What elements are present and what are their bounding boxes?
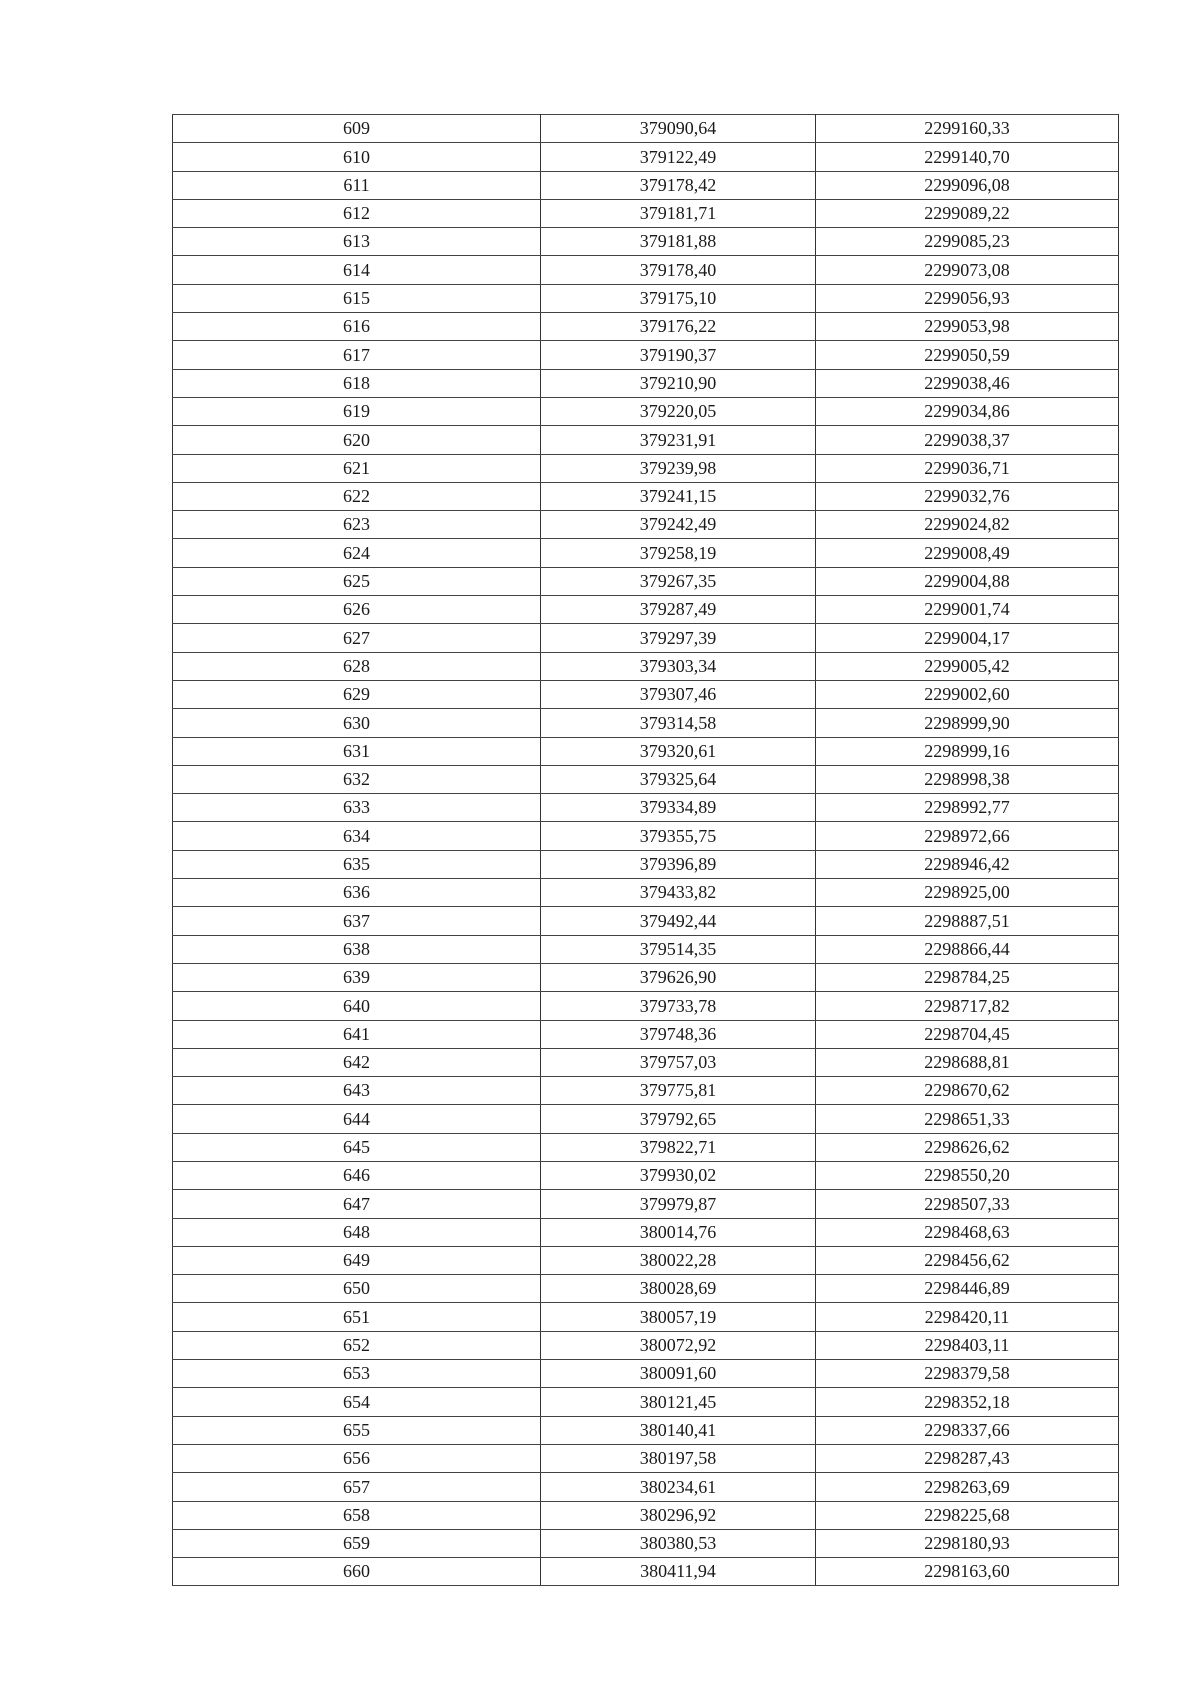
table-row — [173, 680, 1119, 708]
x-coordinate-cell: 380014,76 — [541, 1218, 816, 1246]
y-coordinate-cell: 2298998,38 — [816, 765, 1119, 793]
point-number-cell: 611 — [173, 171, 541, 199]
table-row — [173, 284, 1119, 312]
x-coordinate-cell: 379190,37 — [541, 341, 816, 369]
table-row — [173, 1133, 1119, 1161]
point-number-cell: 656 — [173, 1444, 541, 1472]
x-coordinate-cell: 379757,03 — [541, 1048, 816, 1076]
point-number-cell: 652 — [173, 1331, 541, 1359]
x-coordinate-cell: 379178,40 — [541, 256, 816, 284]
table-row — [173, 765, 1119, 793]
point-number-cell: 636 — [173, 879, 541, 907]
x-coordinate-cell: 379325,64 — [541, 765, 816, 793]
y-coordinate-cell: 2299036,71 — [816, 454, 1119, 482]
x-coordinate-cell: 379492,44 — [541, 907, 816, 935]
table-row — [173, 256, 1119, 284]
table-row — [173, 1048, 1119, 1076]
table-row — [173, 1331, 1119, 1359]
point-number-cell: 622 — [173, 482, 541, 510]
point-number-cell: 643 — [173, 1077, 541, 1105]
table-row — [173, 1416, 1119, 1444]
point-number-cell: 631 — [173, 737, 541, 765]
table-row — [173, 228, 1119, 256]
point-number-cell: 626 — [173, 596, 541, 624]
coordinates-table — [172, 114, 1119, 1586]
x-coordinate-cell: 379178,42 — [541, 171, 816, 199]
point-number-cell: 647 — [173, 1190, 541, 1218]
y-coordinate-cell: 2299140,70 — [816, 143, 1119, 171]
x-coordinate-cell: 379314,58 — [541, 709, 816, 737]
y-coordinate-cell: 2298550,20 — [816, 1161, 1119, 1189]
x-coordinate-cell: 379733,78 — [541, 992, 816, 1020]
table-row — [173, 511, 1119, 539]
point-number-cell: 651 — [173, 1303, 541, 1331]
point-number-cell: 655 — [173, 1416, 541, 1444]
y-coordinate-cell: 2298626,62 — [816, 1133, 1119, 1161]
point-number-cell: 621 — [173, 454, 541, 482]
point-number-cell: 640 — [173, 992, 541, 1020]
y-coordinate-cell: 2298263,69 — [816, 1473, 1119, 1501]
table-row — [173, 1558, 1119, 1586]
table-row — [173, 1161, 1119, 1189]
table-row — [173, 171, 1119, 199]
x-coordinate-cell: 379267,35 — [541, 567, 816, 595]
x-coordinate-cell: 379979,87 — [541, 1190, 816, 1218]
y-coordinate-cell: 2298337,66 — [816, 1416, 1119, 1444]
y-coordinate-cell: 2299050,59 — [816, 341, 1119, 369]
y-coordinate-cell: 2299004,88 — [816, 567, 1119, 595]
table-row — [173, 879, 1119, 907]
y-coordinate-cell: 2299024,82 — [816, 511, 1119, 539]
x-coordinate-cell: 379514,35 — [541, 935, 816, 963]
y-coordinate-cell: 2299038,46 — [816, 369, 1119, 397]
point-number-cell: 654 — [173, 1388, 541, 1416]
x-coordinate-cell: 379792,65 — [541, 1105, 816, 1133]
x-coordinate-cell: 379231,91 — [541, 426, 816, 454]
point-number-cell: 615 — [173, 284, 541, 312]
x-coordinate-cell: 379258,19 — [541, 539, 816, 567]
table-row — [173, 1275, 1119, 1303]
table-row — [173, 313, 1119, 341]
point-number-cell: 627 — [173, 624, 541, 652]
x-coordinate-cell: 379175,10 — [541, 284, 816, 312]
table-row — [173, 624, 1119, 652]
x-coordinate-cell: 380028,69 — [541, 1275, 816, 1303]
table-row — [173, 992, 1119, 1020]
x-coordinate-cell: 379287,49 — [541, 596, 816, 624]
point-number-cell: 657 — [173, 1473, 541, 1501]
table-row — [173, 822, 1119, 850]
table-row — [173, 1501, 1119, 1529]
table-row — [173, 596, 1119, 624]
point-number-cell: 624 — [173, 539, 541, 567]
x-coordinate-cell: 379297,39 — [541, 624, 816, 652]
y-coordinate-cell: 2298999,90 — [816, 709, 1119, 737]
y-coordinate-cell: 2299085,23 — [816, 228, 1119, 256]
table-row — [173, 115, 1119, 143]
x-coordinate-cell: 379433,82 — [541, 879, 816, 907]
y-coordinate-cell: 2299002,60 — [816, 680, 1119, 708]
table-row — [173, 1444, 1119, 1472]
x-coordinate-cell: 379355,75 — [541, 822, 816, 850]
table-row — [173, 454, 1119, 482]
point-number-cell: 628 — [173, 652, 541, 680]
point-number-cell: 634 — [173, 822, 541, 850]
y-coordinate-cell: 2298784,25 — [816, 963, 1119, 991]
table-row — [173, 794, 1119, 822]
table-row — [173, 1388, 1119, 1416]
x-coordinate-cell: 379181,88 — [541, 228, 816, 256]
point-number-cell: 612 — [173, 199, 541, 227]
x-coordinate-cell: 379320,61 — [541, 737, 816, 765]
table-row — [173, 539, 1119, 567]
table-row — [173, 567, 1119, 595]
x-coordinate-cell: 379210,90 — [541, 369, 816, 397]
x-coordinate-cell: 380197,58 — [541, 1444, 816, 1472]
point-number-cell: 635 — [173, 850, 541, 878]
point-number-cell: 638 — [173, 935, 541, 963]
y-coordinate-cell: 2298456,62 — [816, 1246, 1119, 1274]
x-coordinate-cell: 379181,71 — [541, 199, 816, 227]
point-number-cell: 659 — [173, 1529, 541, 1557]
point-number-cell: 653 — [173, 1360, 541, 1388]
point-number-cell: 633 — [173, 794, 541, 822]
y-coordinate-cell: 2299005,42 — [816, 652, 1119, 680]
table-row — [173, 1020, 1119, 1048]
y-coordinate-cell: 2299160,33 — [816, 115, 1119, 143]
y-coordinate-cell: 2299089,22 — [816, 199, 1119, 227]
point-number-cell: 625 — [173, 567, 541, 595]
point-number-cell: 618 — [173, 369, 541, 397]
x-coordinate-cell: 379241,15 — [541, 482, 816, 510]
y-coordinate-cell: 2299056,93 — [816, 284, 1119, 312]
point-number-cell: 617 — [173, 341, 541, 369]
y-coordinate-cell: 2298946,42 — [816, 850, 1119, 878]
y-coordinate-cell: 2298717,82 — [816, 992, 1119, 1020]
y-coordinate-cell: 2298379,58 — [816, 1360, 1119, 1388]
y-coordinate-cell: 2298925,00 — [816, 879, 1119, 907]
table-row — [173, 709, 1119, 737]
y-coordinate-cell: 2299032,76 — [816, 482, 1119, 510]
x-coordinate-cell: 379307,46 — [541, 680, 816, 708]
x-coordinate-cell: 379220,05 — [541, 397, 816, 425]
x-coordinate-cell: 380234,61 — [541, 1473, 816, 1501]
y-coordinate-cell: 2298287,43 — [816, 1444, 1119, 1472]
point-number-cell: 623 — [173, 511, 541, 539]
x-coordinate-cell: 380072,92 — [541, 1331, 816, 1359]
point-number-cell: 646 — [173, 1161, 541, 1189]
point-number-cell: 648 — [173, 1218, 541, 1246]
y-coordinate-cell: 2298163,60 — [816, 1558, 1119, 1586]
y-coordinate-cell: 2298352,18 — [816, 1388, 1119, 1416]
x-coordinate-cell: 380380,53 — [541, 1529, 816, 1557]
y-coordinate-cell: 2299004,17 — [816, 624, 1119, 652]
y-coordinate-cell: 2298403,11 — [816, 1331, 1119, 1359]
point-number-cell: 629 — [173, 680, 541, 708]
point-number-cell: 620 — [173, 426, 541, 454]
table-row — [173, 1246, 1119, 1274]
table-row — [173, 199, 1119, 227]
y-coordinate-cell: 2298446,89 — [816, 1275, 1119, 1303]
table-row — [173, 143, 1119, 171]
point-number-cell: 642 — [173, 1048, 541, 1076]
table-row — [173, 737, 1119, 765]
point-number-cell: 658 — [173, 1501, 541, 1529]
y-coordinate-cell: 2299001,74 — [816, 596, 1119, 624]
table-row — [173, 369, 1119, 397]
y-coordinate-cell: 2299038,37 — [816, 426, 1119, 454]
point-number-cell: 639 — [173, 963, 541, 991]
y-coordinate-cell: 2298670,62 — [816, 1077, 1119, 1105]
x-coordinate-cell: 379303,34 — [541, 652, 816, 680]
point-number-cell: 650 — [173, 1275, 541, 1303]
y-coordinate-cell: 2298180,93 — [816, 1529, 1119, 1557]
x-coordinate-cell: 379626,90 — [541, 963, 816, 991]
x-coordinate-cell: 379775,81 — [541, 1077, 816, 1105]
table-row — [173, 850, 1119, 878]
x-coordinate-cell: 379396,89 — [541, 850, 816, 878]
y-coordinate-cell: 2299008,49 — [816, 539, 1119, 567]
table-row — [173, 1303, 1119, 1331]
x-coordinate-cell: 379239,98 — [541, 454, 816, 482]
point-number-cell: 619 — [173, 397, 541, 425]
table-row — [173, 1105, 1119, 1133]
point-number-cell: 632 — [173, 765, 541, 793]
y-coordinate-cell: 2298688,81 — [816, 1048, 1119, 1076]
point-number-cell: 613 — [173, 228, 541, 256]
point-number-cell: 645 — [173, 1133, 541, 1161]
table-row — [173, 652, 1119, 680]
x-coordinate-cell: 380296,92 — [541, 1501, 816, 1529]
x-coordinate-cell: 379122,49 — [541, 143, 816, 171]
table-row — [173, 1190, 1119, 1218]
y-coordinate-cell: 2298866,44 — [816, 935, 1119, 963]
table-row — [173, 1218, 1119, 1246]
table-row — [173, 1473, 1119, 1501]
table-row — [173, 907, 1119, 935]
y-coordinate-cell: 2298972,66 — [816, 822, 1119, 850]
x-coordinate-cell: 379176,22 — [541, 313, 816, 341]
point-number-cell: 610 — [173, 143, 541, 171]
point-number-cell: 614 — [173, 256, 541, 284]
y-coordinate-cell: 2298225,68 — [816, 1501, 1119, 1529]
table-row — [173, 1529, 1119, 1557]
table-row — [173, 397, 1119, 425]
x-coordinate-cell: 379930,02 — [541, 1161, 816, 1189]
point-number-cell: 649 — [173, 1246, 541, 1274]
table-row — [173, 1077, 1119, 1105]
y-coordinate-cell: 2298992,77 — [816, 794, 1119, 822]
coordinates-table-body — [173, 115, 1119, 1586]
point-number-cell: 660 — [173, 1558, 541, 1586]
point-number-cell: 644 — [173, 1105, 541, 1133]
table-row — [173, 935, 1119, 963]
y-coordinate-cell: 2298468,63 — [816, 1218, 1119, 1246]
y-coordinate-cell: 2299096,08 — [816, 171, 1119, 199]
table-row — [173, 341, 1119, 369]
point-number-cell: 609 — [173, 115, 541, 143]
table-row — [173, 1360, 1119, 1388]
y-coordinate-cell: 2298704,45 — [816, 1020, 1119, 1048]
y-coordinate-cell: 2298887,51 — [816, 907, 1119, 935]
point-number-cell: 637 — [173, 907, 541, 935]
y-coordinate-cell: 2298420,11 — [816, 1303, 1119, 1331]
x-coordinate-cell: 380022,28 — [541, 1246, 816, 1274]
table-row — [173, 482, 1119, 510]
x-coordinate-cell: 379090,64 — [541, 115, 816, 143]
point-number-cell: 641 — [173, 1020, 541, 1048]
y-coordinate-cell: 2299073,08 — [816, 256, 1119, 284]
table-row — [173, 426, 1119, 454]
table-row — [173, 963, 1119, 991]
point-number-cell: 630 — [173, 709, 541, 737]
x-coordinate-cell: 379748,36 — [541, 1020, 816, 1048]
x-coordinate-cell: 379242,49 — [541, 511, 816, 539]
x-coordinate-cell: 380411,94 — [541, 1558, 816, 1586]
y-coordinate-cell: 2298999,16 — [816, 737, 1119, 765]
y-coordinate-cell: 2298507,33 — [816, 1190, 1119, 1218]
x-coordinate-cell: 380091,60 — [541, 1360, 816, 1388]
x-coordinate-cell: 379334,89 — [541, 794, 816, 822]
x-coordinate-cell: 380140,41 — [541, 1416, 816, 1444]
point-number-cell: 616 — [173, 313, 541, 341]
y-coordinate-cell: 2299053,98 — [816, 313, 1119, 341]
y-coordinate-cell: 2299034,86 — [816, 397, 1119, 425]
x-coordinate-cell: 380057,19 — [541, 1303, 816, 1331]
x-coordinate-cell: 379822,71 — [541, 1133, 816, 1161]
x-coordinate-cell: 380121,45 — [541, 1388, 816, 1416]
y-coordinate-cell: 2298651,33 — [816, 1105, 1119, 1133]
